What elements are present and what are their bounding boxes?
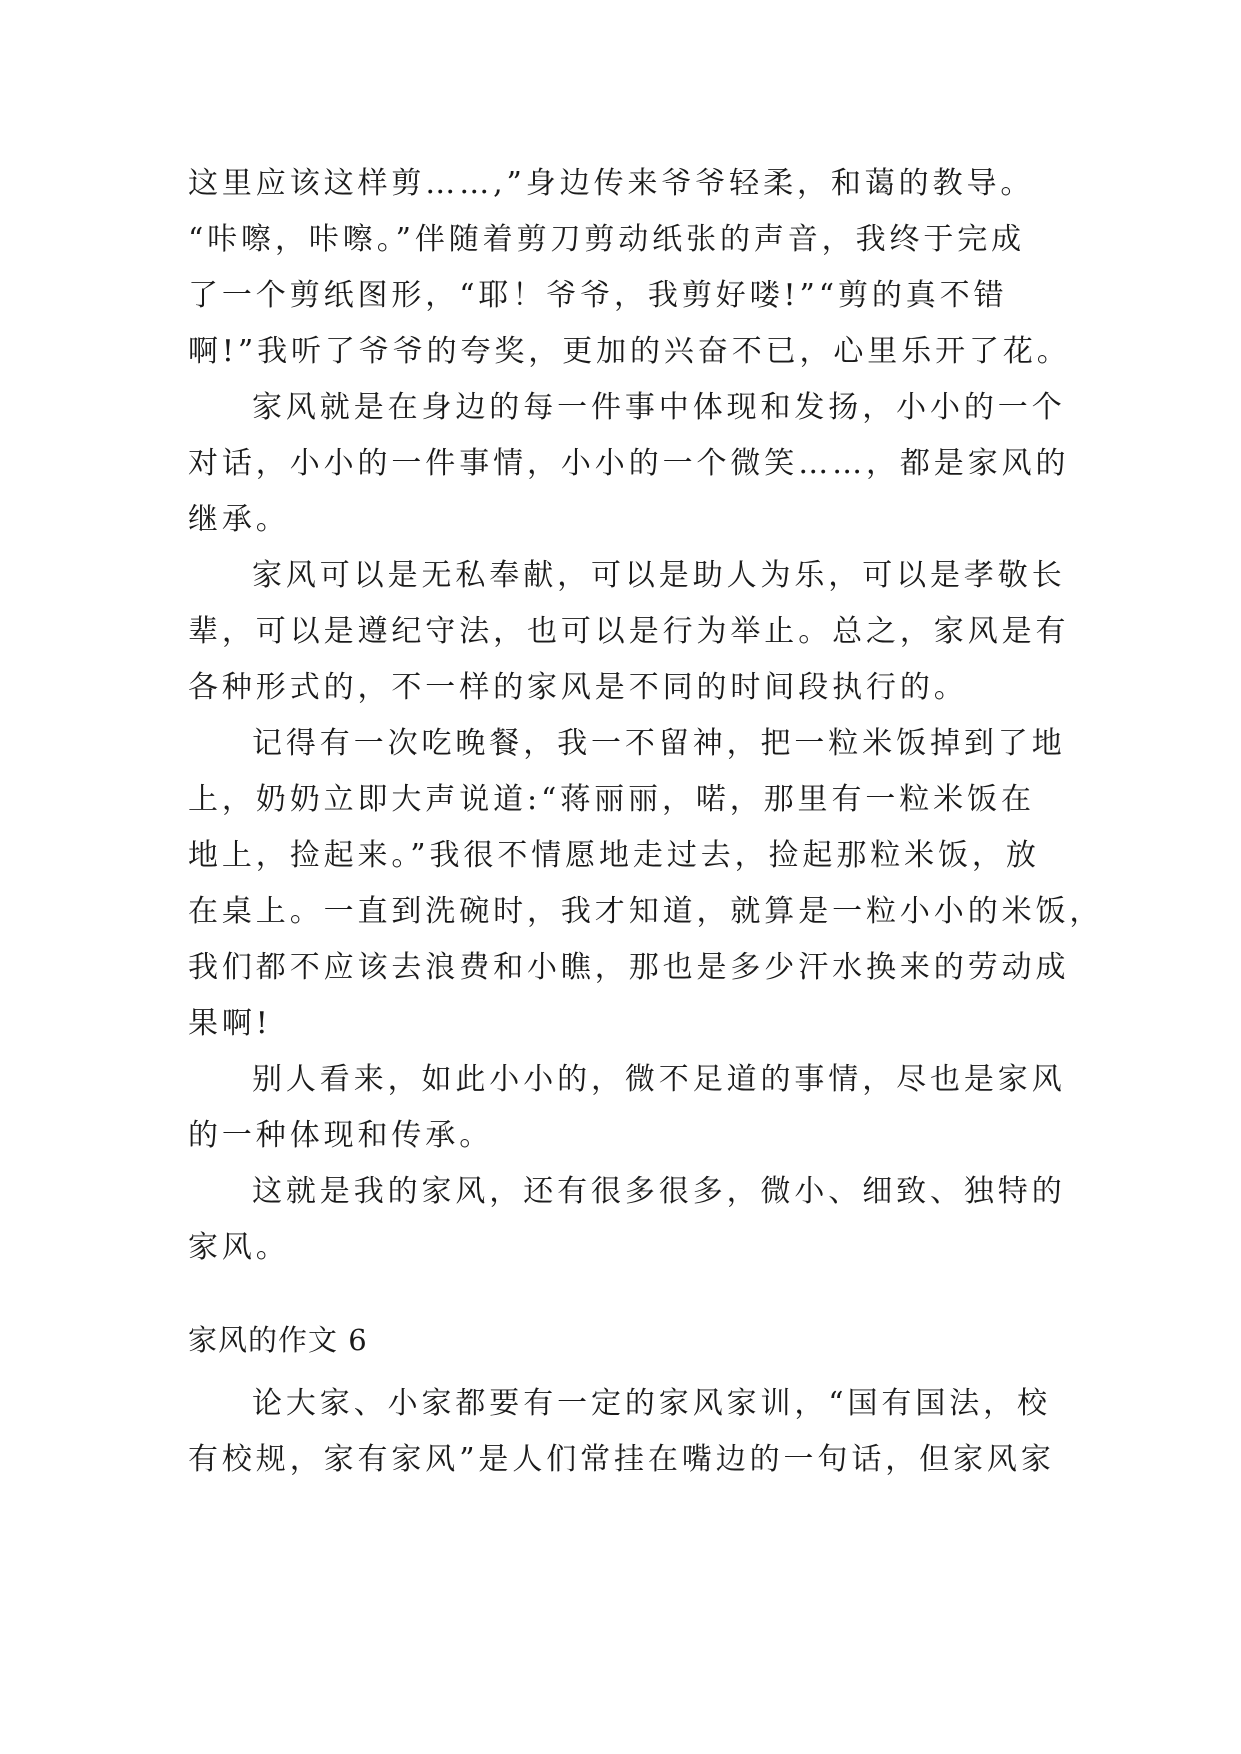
text-line: 上，奶奶立即大声说道:“蒋丽丽，喏，那里有一粒米饭在 [188, 782, 1035, 817]
text-line: 了一个剪纸图形，“耶！爷爷，我剪好喽!”“剪的真不错 [188, 278, 1008, 313]
text-line: 这里应该这样剪……,”身边传来爷爷轻柔，和蔼的教导。 [188, 166, 1035, 201]
text-line: 啊!”我听了爷爷的夸奖，更加的兴奋不已，心里乐开了花。 [188, 334, 1071, 369]
text-line: 果啊! [188, 1006, 272, 1041]
paragraph-first-line: 记得有一次吃晚餐，我一不留神，把一粒米饭掉到了地 [252, 726, 1066, 761]
paragraph-first-line: 这就是我的家风，还有很多很多，微小、细致、独特的 [252, 1174, 1066, 1209]
text-line: 在桌上。一直到洗碗时，我才知道，就算是一粒小小的米饭， [188, 894, 1104, 929]
paragraph-first-line: 论大家、小家都要有一定的家风家训，“国有国法，校 [252, 1386, 1051, 1421]
text-line: 家风。 [188, 1230, 290, 1265]
text-line: 继承。 [188, 502, 290, 537]
paragraph-first-line: 别人看来，如此小小的，微不足道的事情，尽也是家风 [252, 1062, 1066, 1097]
text-line: 有校规，家有家风”是人们常挂在嘴边的一句话，但家风家 [188, 1442, 1055, 1477]
text-line: 各种形式的，不一样的家风是不同的时间段执行的。 [188, 670, 968, 705]
text-line: 我们都不应该去浪费和小瞧，那也是多少汗水换来的劳动成 [188, 950, 1070, 985]
section-heading: 家风的作文 6 [188, 1323, 368, 1357]
text-line: 的一种体现和传承。 [188, 1118, 494, 1153]
text-line: “咔嚓，咔嚓。”伴随着剪刀剪动纸张的声音，我终于完成 [188, 222, 1026, 257]
paragraph-first-line: 家风可以是无私奉献，可以是助人为乐，可以是孝敬长 [252, 558, 1066, 593]
paragraph-first-line: 家风就是在身边的每一件事中体现和发扬，小小的一个 [252, 390, 1066, 425]
text-line: 地上，捡起来。”我很不情愿地走过去，捡起那粒米饭，放 [188, 838, 1040, 873]
text-line: 辈，可以是遵纪守法，也可以是行为举止。总之，家风是有 [188, 614, 1070, 649]
text-line: 对话，小小的一件事情，小小的一个微笑……，都是家风的 [188, 446, 1070, 481]
